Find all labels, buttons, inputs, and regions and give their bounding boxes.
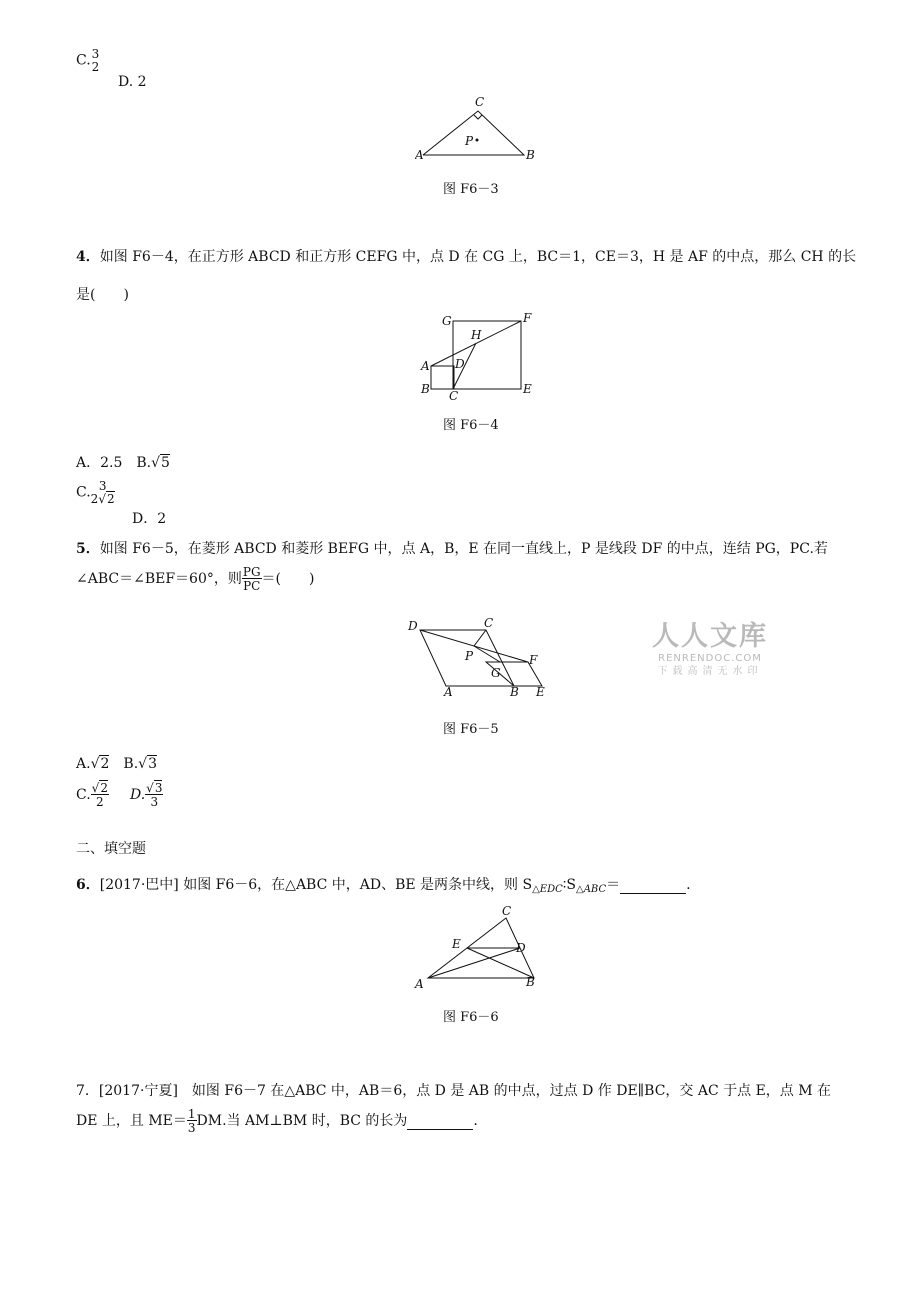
q7-answer-blank[interactable] — [407, 1113, 473, 1130]
q5-option-c-fraction: $\frac{√2}{2}$ — [91, 781, 108, 809]
f6-6-label-e: E — [452, 937, 461, 951]
f6-4-label-g: G — [442, 314, 452, 328]
f6-6-label-c: C — [502, 904, 512, 918]
q4-option-b-sqrt: √5 — [151, 455, 170, 471]
section-fill-in-blank-heading: 二、填空题 — [76, 841, 146, 857]
q5-options-cd: C. $\frac{√2}{2}$ D. $\frac{√3}{3}$ — [76, 781, 163, 809]
f6-5-label-d: D — [408, 619, 418, 633]
q4-option-c: C. 3 2√2 — [76, 479, 115, 506]
q3-option-c: C. 3 2 — [76, 47, 100, 74]
f6-4-label-f: F — [523, 311, 532, 325]
f6-4-label-d: D — [455, 357, 465, 371]
q4-option-d: D．2 — [132, 511, 167, 527]
f6-5-label-b: B — [510, 685, 519, 699]
caption-f6-5: 图 F6－5 — [443, 722, 499, 737]
f6-6-label-d: D — [516, 941, 526, 955]
caption-f6-6: 图 F6－6 — [443, 1010, 499, 1025]
q6-stem: 6．[2017·巴中] 如图 F6－6，在△ABC 中，AD、BE 是两条中线，则 $S_{\triangle EDC}∶S_{\triangle ABC}=$ . — [76, 877, 691, 895]
q5-option-a-sqrt: √2 — [90, 756, 110, 772]
q7-stem-line1: 7．[2017·宁夏] 如图 F6－7 在△ABC 中，AB＝6，点 D 是 AB 的中点，过点 D 作 DE∥BC，交 AC 于点 E，点 M 在 — [76, 1083, 832, 1099]
watermark-logo: 人人文库 RENRENDOC.COM 下载高清无水印 — [652, 621, 768, 677]
caption-f6-3: 图 F6－3 — [443, 182, 499, 197]
f6-3-label-a: A — [415, 148, 424, 162]
f6-3-label-b: B — [526, 148, 535, 162]
q7-stem-line2: DE 上，且 ME＝ $\frac{1}{3}$ DM.当 AM⊥BM 时，BC 的长为 . — [76, 1107, 478, 1135]
f6-5-label-g: G — [491, 666, 501, 680]
q5-stem-line2: ∠ABC＝∠BEF＝60°，则 $\frac{PG}{PC}$ ＝( ) — [76, 565, 315, 593]
f6-5-label-c: C — [484, 616, 494, 630]
q3-option-d: D. 2 — [118, 74, 147, 90]
figure-f6-6 — [410, 902, 540, 992]
f6-4-label-c: C — [449, 389, 459, 400]
f6-4-label-e: E — [523, 382, 532, 396]
f6-4-label-b: B — [421, 382, 430, 396]
figure-f6-5 — [402, 616, 552, 700]
q3-option-c-fraction: 3 2 — [91, 47, 100, 74]
f6-5-label-p: P — [465, 649, 474, 663]
f6-5-label-f: F — [529, 653, 538, 667]
q4-option-c-fraction: 3 2√2 — [90, 479, 115, 506]
f6-6-label-a: A — [415, 977, 424, 991]
q5-stem-line1: 5．如图 F6－5，在菱形 ABCD 和菱形 BEFG 中，点 A，B，E 在同一直线上，P 是线段 DF 的中点，连结 PG，PC.若 — [76, 541, 828, 557]
q4-stem-line2: 是( ) — [76, 287, 129, 303]
q6-answer-blank[interactable] — [620, 877, 686, 894]
figure-f6-3 — [415, 94, 540, 166]
q5-option-d-fraction: $\frac{√3}{3}$ — [146, 781, 163, 809]
q4-options-ab: A．2.5 B.√5 — [76, 455, 170, 471]
f6-5-label-a: A — [444, 685, 453, 699]
q5-ratio-fraction: $\frac{PG}{PC}$ — [242, 565, 261, 593]
q7-fraction: $\frac{1}{3}$ — [187, 1107, 196, 1135]
figure-f6-4 — [415, 310, 540, 400]
caption-f6-4: 图 F6－4 — [443, 418, 499, 433]
q5-options-ab: A.√2 B.√3 — [76, 756, 157, 772]
f6-4-label-h: H — [471, 328, 482, 342]
f6-3-label-c: C — [475, 95, 485, 109]
f6-4-label-a: A — [421, 359, 430, 373]
f6-6-label-b: B — [526, 975, 535, 989]
q4-stem-line1: 4．如图 F6－4，在正方形 ABCD 和正方形 CEFG 中，点 D 在 CG 上，BC＝1，CE＝3，H 是 AF 的中点，那么 CH 的长 — [76, 249, 857, 265]
q5-option-b-sqrt: √3 — [138, 756, 157, 772]
f6-5-label-e: E — [536, 685, 545, 699]
f6-3-label-p: P — [465, 134, 474, 148]
